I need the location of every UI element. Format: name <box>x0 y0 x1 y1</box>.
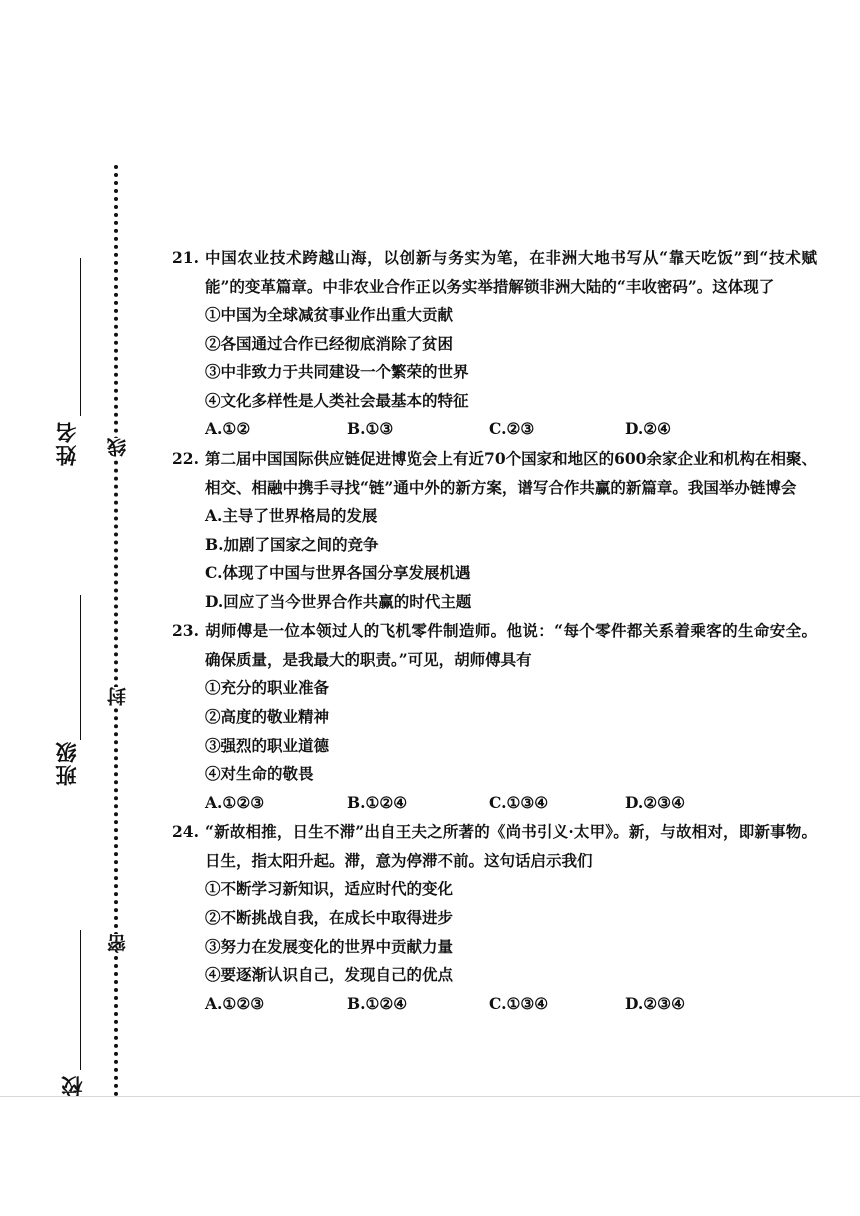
choice-a[interactable]: A.主导了世界格局的发展 <box>205 505 378 525</box>
question-number: 22. <box>172 448 199 468</box>
question-stem <box>172 243 817 301</box>
choice-a[interactable]: A.①② <box>205 419 251 439</box>
question-23 <box>172 616 817 817</box>
statement-item: ①充分的职业准备 <box>205 678 330 698</box>
choice-a[interactable]: A.①②③ <box>205 993 265 1013</box>
choice-d[interactable]: D.②③④ <box>625 792 685 812</box>
seal-mark-seal: 封 <box>107 687 129 706</box>
class-label: 班级 <box>55 740 79 786</box>
statement-item: ④对生命的敬畏 <box>205 764 314 784</box>
question-number: 24. <box>172 822 199 842</box>
choice-b[interactable]: B.①②④ <box>347 993 408 1013</box>
question-text: 中国农业技术跨越山海，以创新与务实为笔，在非洲大地书写从“靠天吃饭”到“技术赋能”的变革篇章。中非农业合作正以务实举措解锁非洲大陆的“丰收密码”。这体现了 <box>205 248 817 296</box>
seal-dotted-line <box>114 165 118 1097</box>
seal-mark-line: 线 <box>107 438 129 457</box>
choice-d[interactable]: D.②④ <box>625 419 672 439</box>
class-blank-line <box>80 595 81 740</box>
school-blank-line <box>80 930 81 1070</box>
choice-c[interactable]: C.体现了中国与世界各国分享发展机遇 <box>205 563 471 583</box>
question-text: “新故相推，日生不滞”出自王夫之所著的《尚书引义·太甲》。新，与故相对，即新事物。日生，指太阳升起。滞，意为停滞不前。这句话启示我们 <box>205 822 817 871</box>
statement-item: ③中非致力于共同建设一个繁荣的世界 <box>205 362 469 382</box>
question-number: 21. <box>172 248 199 267</box>
choice-a[interactable]: A.①②③ <box>205 792 265 812</box>
choice-d[interactable]: D.②③④ <box>625 993 685 1013</box>
school-label: 校 <box>61 1074 85 1097</box>
question-24 <box>172 817 817 1018</box>
name-blank-line <box>80 258 81 416</box>
choice-c[interactable]: C.①③④ <box>489 792 549 812</box>
page-bottom-rule <box>0 1096 860 1097</box>
answer-choices <box>172 415 817 444</box>
question-text: 第二届中国国际供应链促进博览会上有近70个国家和地区的600余家企业和机构在相聚、相交、相融中携手寻找“链”通中外的新方案，谱写合作共赢的新篇章。我国举办链博会 <box>205 448 817 497</box>
question-text: 胡师傅是一位本领过人的飞机零件制造师。他说：“每个零件都关系着乘客的生命安全。确保质量，是我最大的职责。”可见，胡师傅具有 <box>205 621 817 670</box>
answer-choices <box>172 789 817 818</box>
statement-item: ②高度的敬业精神 <box>205 706 330 726</box>
seal-mark-close: 密 <box>107 934 129 953</box>
statement-item: ④要逐渐认识自己，发现自己的优点 <box>205 965 454 985</box>
choice-c[interactable]: C.①③④ <box>489 993 549 1013</box>
binding-margin <box>0 0 140 1216</box>
statement-item: ③强烈的职业道德 <box>205 735 330 755</box>
question-stem <box>172 616 817 674</box>
choice-d[interactable]: D.回应了当今世界合作共赢的时代主题 <box>205 591 472 611</box>
choice-b[interactable]: B.①③ <box>347 419 394 439</box>
question-stem <box>172 817 817 875</box>
statement-item: ②不断挑战自我，在成长中取得进步 <box>205 907 454 927</box>
question-21 <box>172 243 817 444</box>
choice-b[interactable]: B.①②④ <box>347 792 408 812</box>
statement-item: ③努力在发展变化的世界中贡献力量 <box>205 936 454 956</box>
statement-item: ④文化多样性是人类社会最基本的特征 <box>205 390 469 410</box>
statement-item: ①中国为全球减贫事业作出重大贡献 <box>205 305 454 324</box>
question-stem <box>172 444 817 502</box>
question-number: 23. <box>172 621 199 641</box>
answer-choices <box>172 990 817 1019</box>
question-list <box>172 243 817 1018</box>
name-label: 姓名 <box>55 420 79 466</box>
statement-item: ①不断学习新知识，适应时代的变化 <box>205 879 454 899</box>
choice-b[interactable]: B.加剧了国家之间的竞争 <box>205 534 379 554</box>
question-22 <box>172 444 817 616</box>
choice-c[interactable]: C.②③ <box>489 419 535 439</box>
statement-item: ②各国通过合作已经彻底消除了贫困 <box>205 333 454 353</box>
